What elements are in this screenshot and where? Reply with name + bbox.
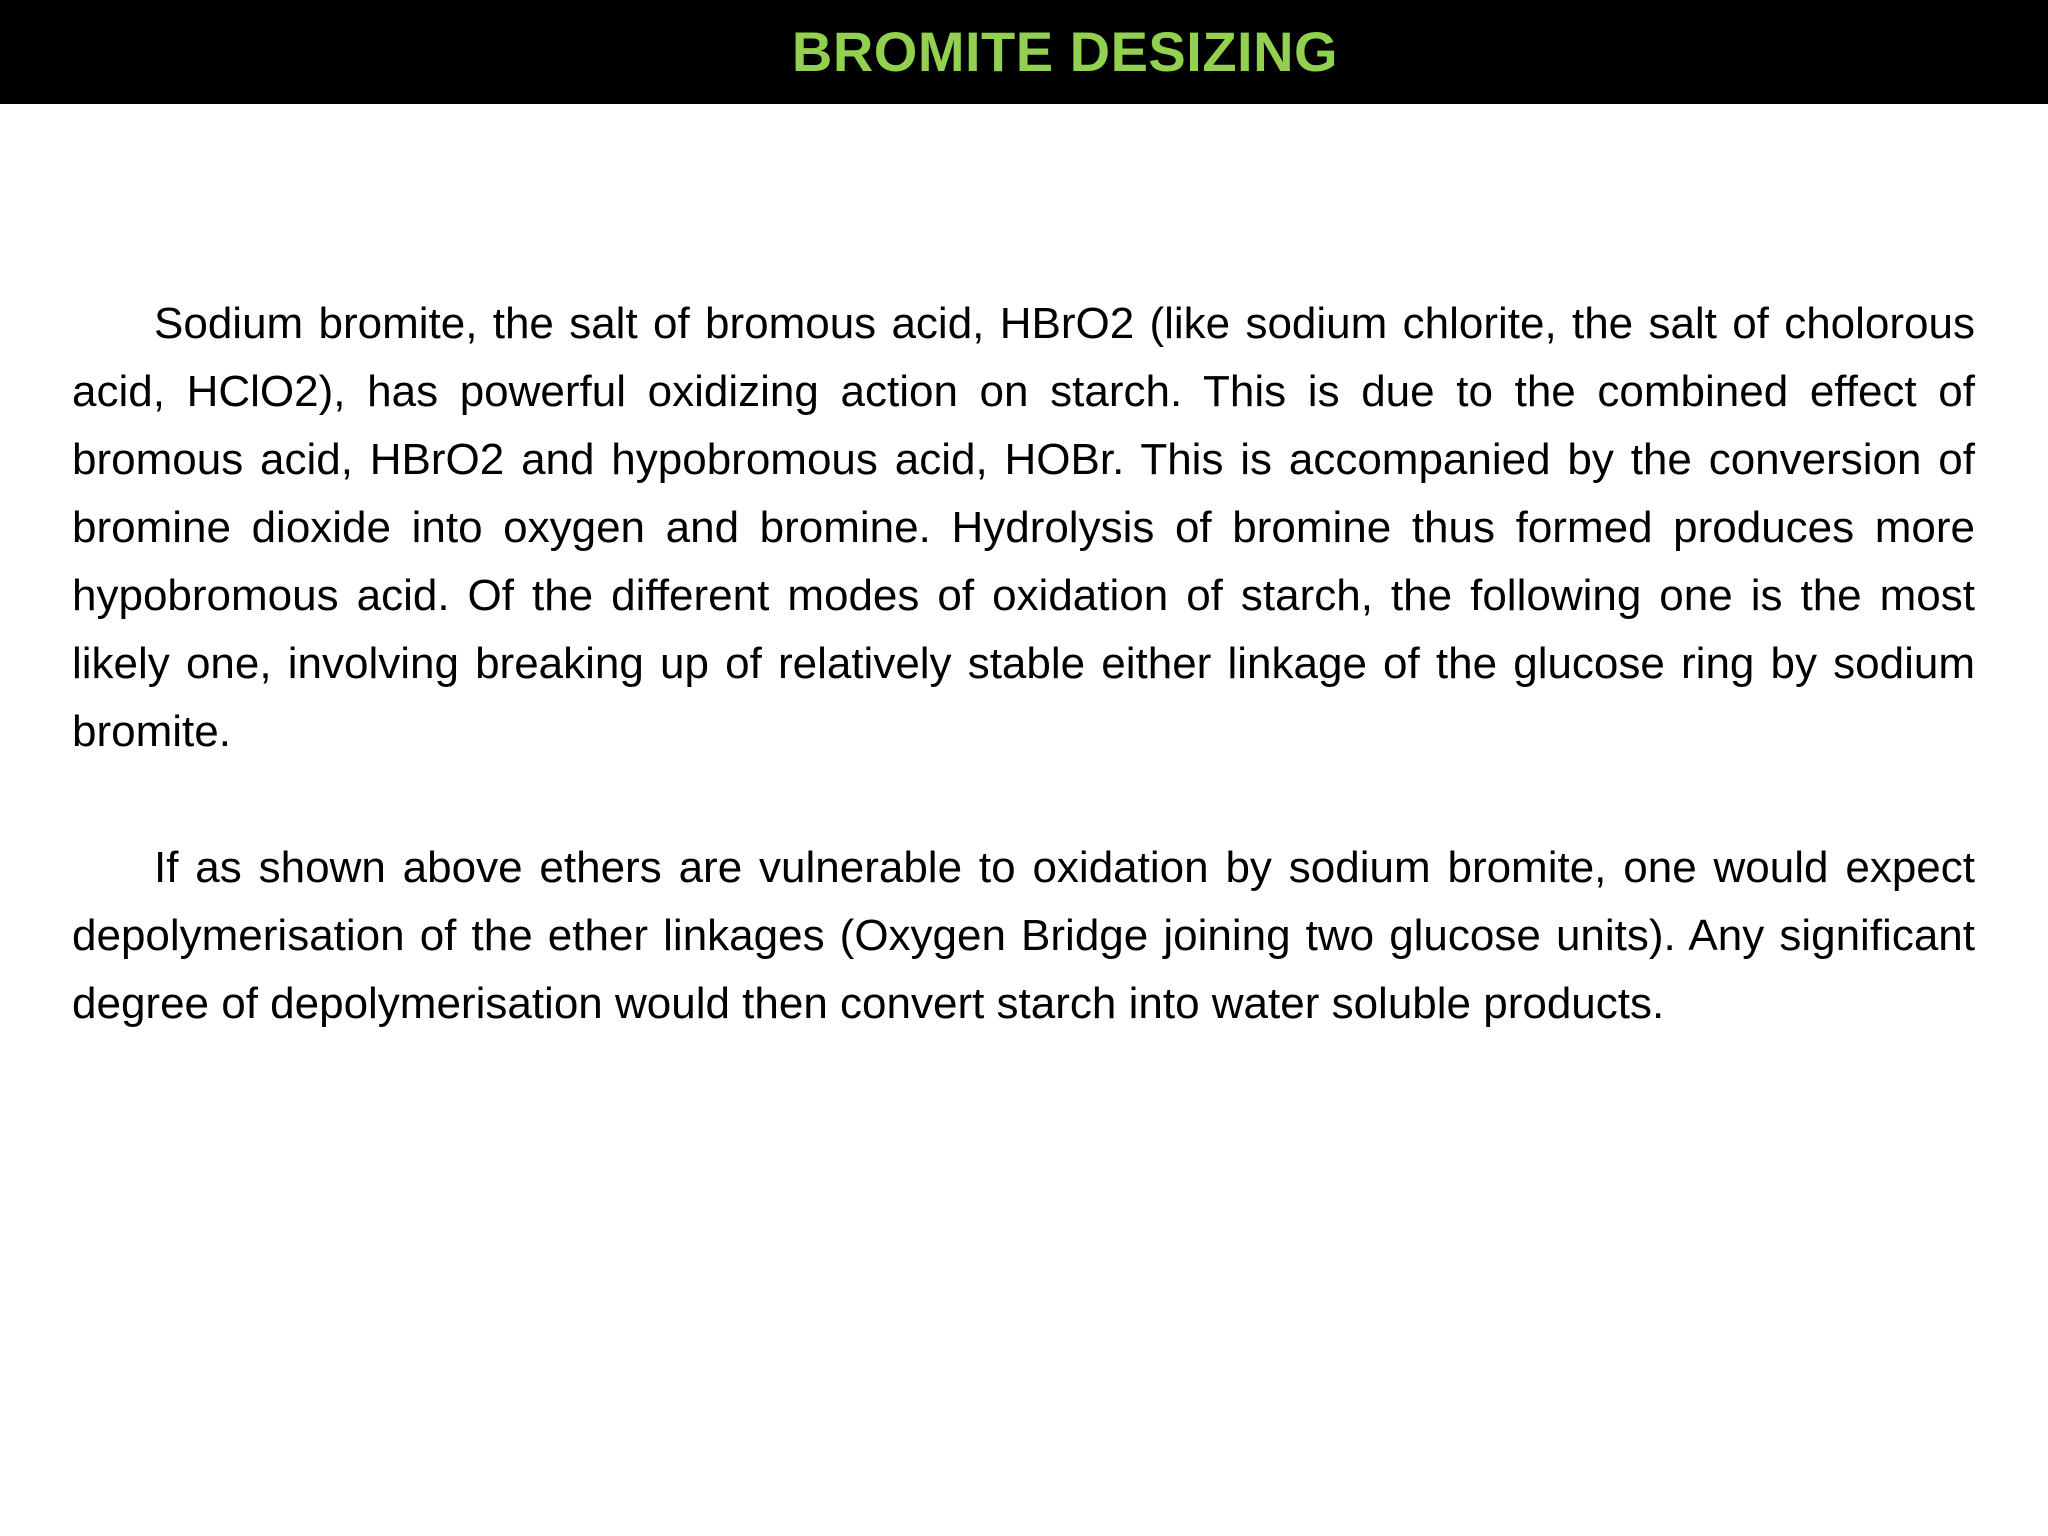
paragraph-1: Sodium bromite, the salt of bromous acid, HBrO2 (like sodium chlorite, the salt of cholorous acid, HClO2), has powerful oxidizing action on starch. This is due to the combined effect of bromous acid, HBrO2 and hypobromous acid, HOBr. This is accompanied by the conversion of bromine dioxide into oxygen and bromine. Hydrolysis of bromine thus formed produces more hypobromous acid. Of the different modes of oxidation of starch, the following one is the most likely one, involving breaking up of relatively stable either linkage of the glucose ring by sodium bromite. [72,299,1975,756]
slide-title: BROMITE DESIZING [791,20,1339,83]
paragraph-2: If as shown above ethers are vulnerable to oxidation by sodium bromite, one would expect depolymerisation of the ether linkages (Oxygen Bridge joining two glucose units). Any significant degree of depolymerisation would then convert starch into water soluble products. [72,843,1975,1028]
slide-body [72,290,1975,1038]
